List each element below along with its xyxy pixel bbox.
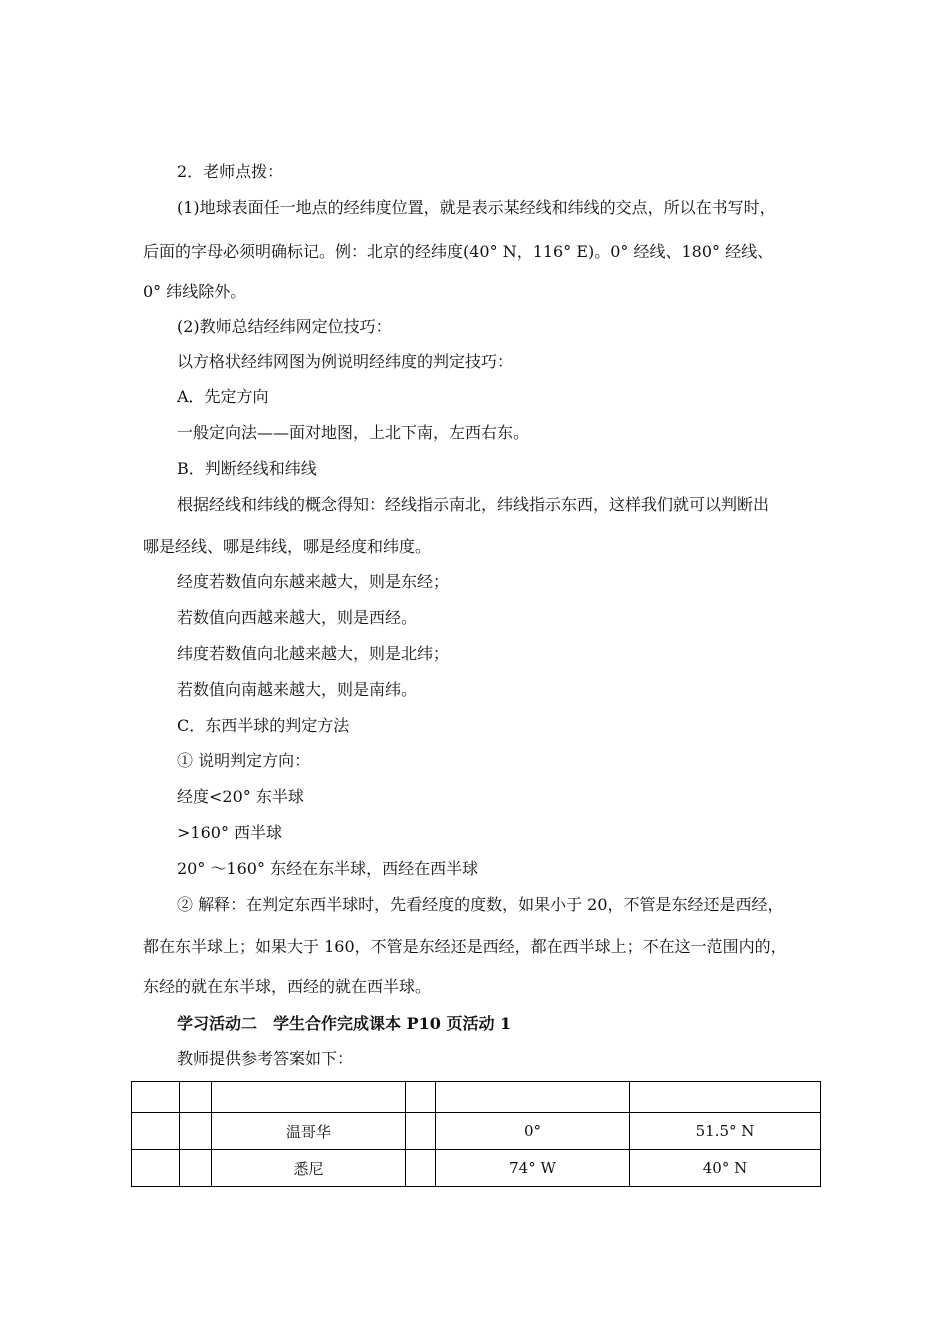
- paragraph-line: (1)地球表面任一地点的经纬度位置，就是表示某经线和纬线的交点，所以在书写时，: [177, 198, 776, 217]
- paragraph-line: >160° 西半球: [177, 823, 283, 842]
- table-cell: [180, 1150, 212, 1187]
- subheading-c: C．东西半球的判定方法: [177, 716, 350, 735]
- answer-intro: 教师提供参考答案如下：: [177, 1049, 354, 1068]
- table-cell: [180, 1113, 212, 1150]
- paragraph-line: ② 解释：在判定东西半球时，先看经度的度数，如果小于 20，不管是东经还是西经，: [177, 895, 784, 914]
- table-cell: [132, 1082, 180, 1113]
- table-cell-city: 悉尼: [212, 1150, 406, 1187]
- table-cell: [436, 1082, 630, 1113]
- paragraph-line: 经度<20° 东半球: [177, 787, 304, 806]
- paragraph-line: 东经的就在东半球，西经的就在西半球。: [143, 977, 432, 996]
- paragraph-line: 以方格状经纬网图为例说明经纬度的判定技巧：: [177, 352, 514, 371]
- paragraph-line: 0° 纬线除外。: [143, 282, 247, 301]
- table-cell: [212, 1082, 406, 1113]
- table-cell: [180, 1082, 212, 1113]
- paragraph-line: 若数值向南越来越大，则是南纬。: [177, 680, 418, 699]
- table-cell-city: 温哥华: [212, 1113, 406, 1150]
- table-row: [132, 1113, 821, 1150]
- activity-heading: 学习活动二 学生合作完成课本 P10 页活动 1: [177, 1014, 512, 1033]
- table-cell: [406, 1113, 436, 1150]
- paragraph-line: 一般定向法——面对地图，上北下南，左西右东。: [177, 423, 530, 442]
- answer-table: [131, 1081, 821, 1187]
- section-heading-teacher-tips: 2．老师点拨：: [177, 162, 284, 181]
- table-cell: [132, 1113, 180, 1150]
- table-cell-longitude: 0°: [436, 1113, 630, 1150]
- table-row: [132, 1150, 821, 1187]
- table-cell-latitude: 51.5° N: [630, 1113, 821, 1150]
- table-cell-longitude: 74° W: [436, 1150, 630, 1187]
- paragraph-line: 经度若数值向东越来越大，则是东经；: [177, 572, 450, 591]
- paragraph-line: 20° ～160° 东经在东半球，西经在西半球: [177, 859, 479, 878]
- table-cell: [630, 1082, 821, 1113]
- table-cell: [406, 1150, 436, 1187]
- table-cell: [406, 1082, 436, 1113]
- paragraph-line: ① 说明判定方向：: [177, 751, 311, 770]
- paragraph-line: (2)教师总结经纬网定位技巧：: [177, 317, 392, 336]
- table-row: [132, 1082, 821, 1113]
- subheading-a: A．先定方向: [177, 387, 269, 406]
- table-cell-latitude: 40° N: [630, 1150, 821, 1187]
- paragraph-line: 哪是经线、哪是纬线，哪是经度和纬度。: [143, 537, 432, 556]
- subheading-b: B．判断经线和纬线: [177, 459, 317, 478]
- paragraph-line: 后面的字母必须明确标记。例：北京的经纬度(40° N，116° E)。0° 经线、180° 经线、: [143, 242, 774, 261]
- paragraph-line: 纬度若数值向北越来越大，则是北纬；: [177, 644, 450, 663]
- paragraph-line: 若数值向西越来越大，则是西经。: [177, 608, 418, 627]
- table-cell: [132, 1150, 180, 1187]
- paragraph-line: 都在东半球上；如果大于 160，不管是东经还是西经，都在西半球上；不在这一范围内的，: [143, 937, 787, 956]
- paragraph-line: 根据经线和纬线的概念得知：经线指示南北，纬线指示东西，这样我们就可以判断出: [177, 495, 770, 514]
